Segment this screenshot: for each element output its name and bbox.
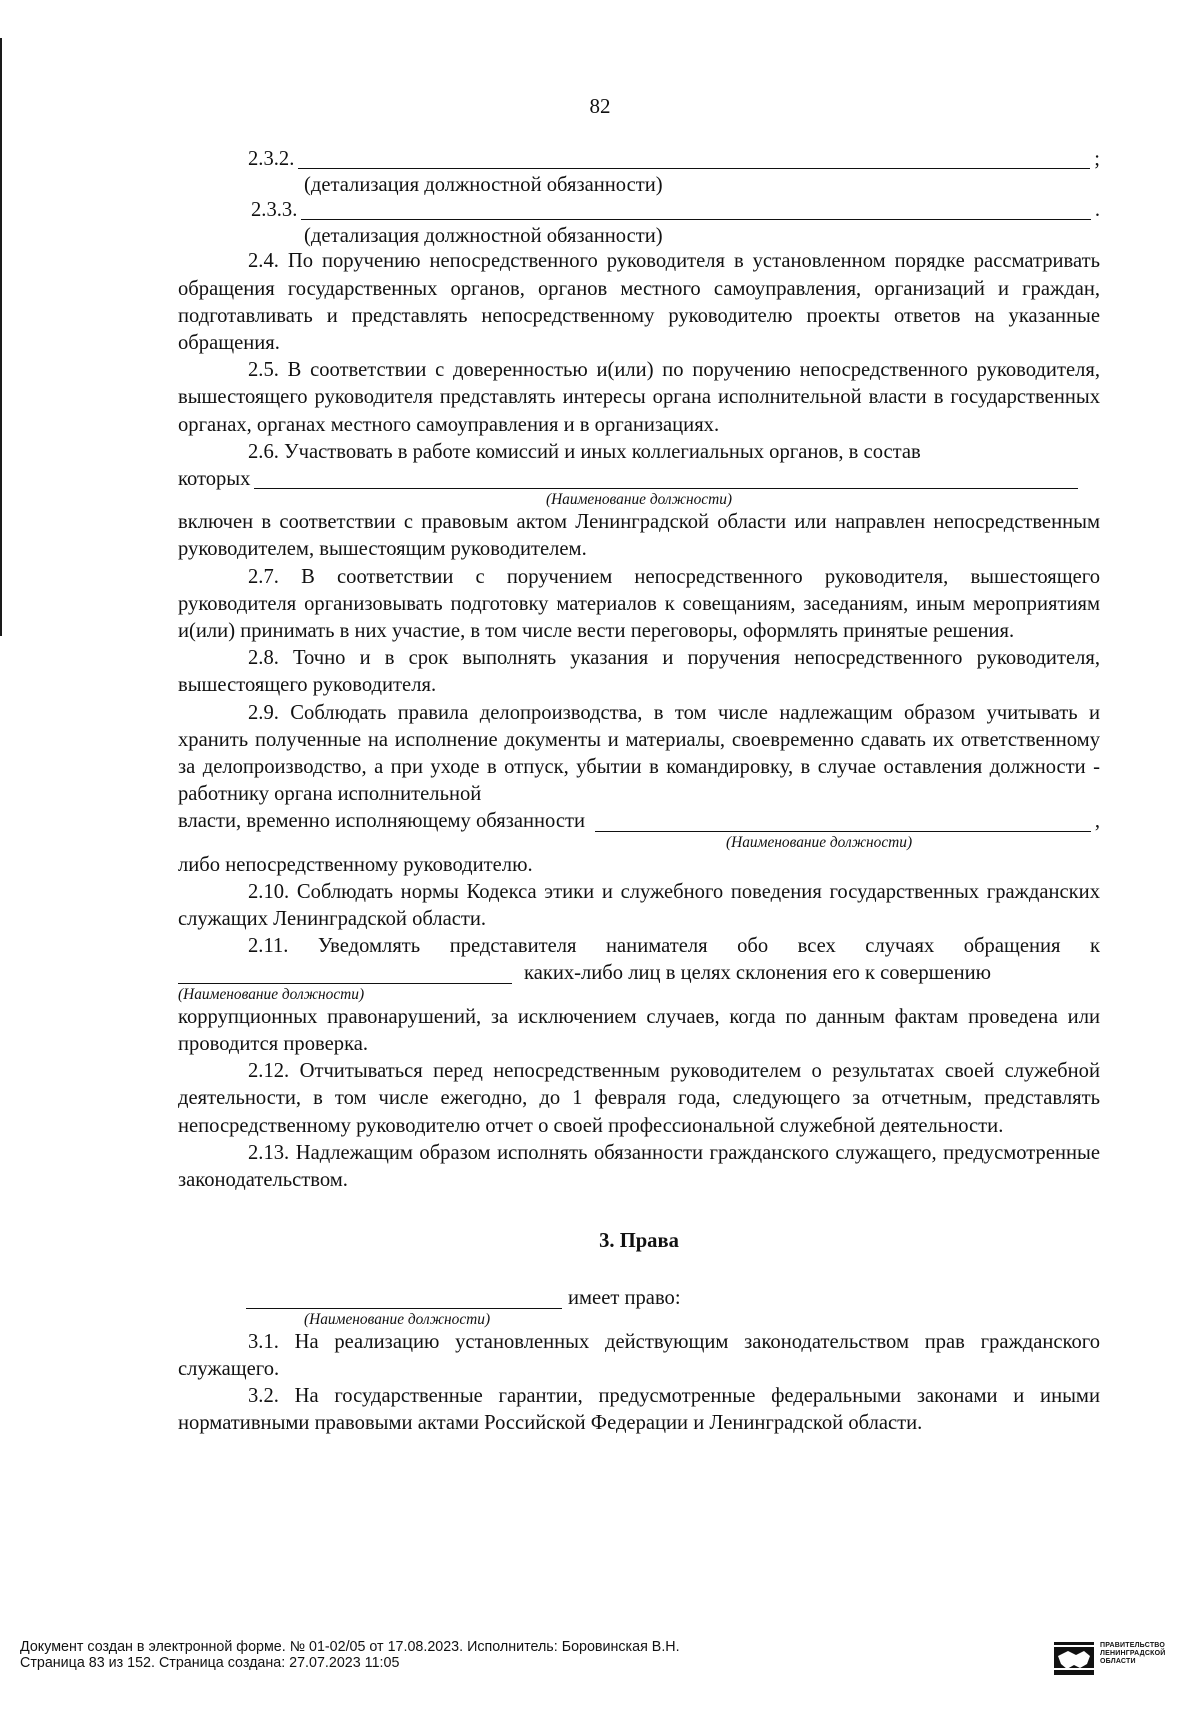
item-2-3-2-caption: (детализация должностной обязанности) [304,174,663,197]
page-number: 82 [589,94,611,118]
paragraph-2-9-acting: власти, временно исполняющему обязанности [178,810,586,833]
paragraph-2-11-middle: каких-либо лиц в целях склонения его к совершению [524,962,992,985]
paragraph-2-9-end: , [1094,810,1100,833]
coat-of-arms-icon [1054,1642,1094,1675]
paragraph-2-8: 2.8. Точно и в срок выполнять указания и поручения непосредственного руководителя, вышестоящего руководителя. [178,647,1100,697]
paragraph-2-12: 2.12. Отчитываться перед непосредственным руководителем о результатах своей служебной деятельности, в том числе ежегодно, до 1 февраля года, следующего за отчетным, представлять непосредственному руководителю отчет о своей профессиональной служебной деятельности. [178,1060,1100,1137]
document-body [178,146,1100,1437]
blank-line [246,1290,562,1309]
paragraph-2-9-fill [178,808,1100,835]
logo-line-2: ЛЕНИНГРАДСКОЙ [1100,1650,1166,1657]
item-2-3-3-end: . [1094,199,1100,222]
paragraph-2-6-fill [178,466,1100,493]
footer-line-1: Документ создан в электронной форме. № 01-02/05 от 17.08.2023. Исполнитель: Боровинская В.Н. [20,1639,680,1655]
paragraph-2-13: 2.13. Надлежащим образом исполнять обязанности гражданского служащего, предусмотренные законодательством. [178,1141,1100,1191]
paragraph-2-6-which: которых [178,468,251,491]
section-3-intro-caption: (Наименование должности) [304,1310,491,1328]
item-2-3-2 [178,146,1100,197]
footer [20,1640,680,1671]
paragraph-2-4: 2.4. По поручению непосредственного руководителя в установленном порядке рассматривать обращения государственных органов, органов местного самоуправления, организаций и граждан, подготавливать и представлять непосредственному руководителю проекты ответов на указанные обращения. [178,250,1100,355]
paragraph-2-9-caption: (Наименование должности) [726,833,913,851]
paragraph-2-9-first: 2.9. Соблюдать правила делопроизводства, в том числе надлежащим образом учитывать и хранить полученные на исполнение документы и материалы, своевременно сдавать их ответственному за делопроизводство, а при уходе в отпуск, убытии в командировку, в случае оставления должности - работнику органа исполнительной [178,701,1100,806]
item-2-3-2-end: ; [1094,148,1100,170]
blank-line [254,470,1078,489]
section-3-heading: 3. Права [599,1230,679,1253]
paragraph-3-1: 3.1. На реализацию установленных действующим законодательством прав гражданского служащего. [178,1330,1100,1380]
paragraph-3-2: 3.2. На государственные гарантии, предусмотренные федеральными законами и иными нормативными правовыми актами Российской Федерации и Ленинградской области. [178,1384,1100,1435]
item-2-3-3 [178,197,1100,248]
item-2-3-2-label: 2.3.2. [248,148,295,170]
section-3-intro [178,1285,1100,1328]
footer-line-2: Страница 83 из 152. Страница создана: 27.07.2023 11:05 [20,1654,400,1671]
paragraph-2-6-caption: (Наименование должности) [545,491,733,509]
blank-line [298,150,1090,169]
paragraph-2-11-caption: (Наименование должности) [178,985,365,1003]
paragraph-2-11-first: 2.11. Уведомлять представителя нанимателя обо всех случаях обращения к [248,935,1100,958]
logo-text [1100,1642,1165,1666]
paragraph-2-11-fill [178,960,1100,987]
paragraph-2-6-first: 2.6. Участвовать в работе комиссий и иных коллегиальных органов, в состав [248,440,921,463]
scan-edge-line [0,38,2,636]
blank-line [595,813,1091,832]
paragraph-2-11-rest: коррупционных правонарушений, за исключением случаев, когда по данным фактам проведена или проводится проверка. [178,1005,1100,1055]
item-2-3-3-caption: (детализация должностной обязанности) [304,225,663,248]
paragraph-2-5: 2.5. В соответствии с доверенностью и(или) по поручению непосредственного руководителя, вышестоящего руководителя представлять интересы органа исполнительной власти в государственных органах, органах местного самоуправления и в организациях. [178,359,1100,436]
logo-line-3: ОБЛАСТИ [1100,1658,1136,1665]
paragraph-2-6-rest: включен в соответствии с правовым актом Ленинградской области или направлен непосредственным руководителем, вышестоящим руководителем. [178,511,1100,561]
paragraph-2-9-rest: либо непосредственному руководителю. [178,853,533,876]
section-3-intro-text: имеет право: [568,1287,681,1310]
logo-line-1: ПРАВИТЕЛЬСТВО [1100,1642,1166,1649]
item-2-3-3-label: 2.3.3. [251,199,298,222]
blank-line [178,965,512,984]
paragraph-2-7: 2.7. В соответствии с поручением непосредственного руководителя, вышестоящего руководителя организовывать подготовку материалов к совещаниям, заседаниям, иным мероприятиям и(или) принимать в них участие, в том числе вести переговоры, оформлять принятые решения. [178,565,1100,643]
blank-line [301,201,1091,220]
government-logo [1054,1642,1165,1675]
paragraph-2-10: 2.10. Соблюдать нормы Кодекса этики и служебного поведения государственных гражданских служащих Ленинградской области. [178,880,1100,931]
